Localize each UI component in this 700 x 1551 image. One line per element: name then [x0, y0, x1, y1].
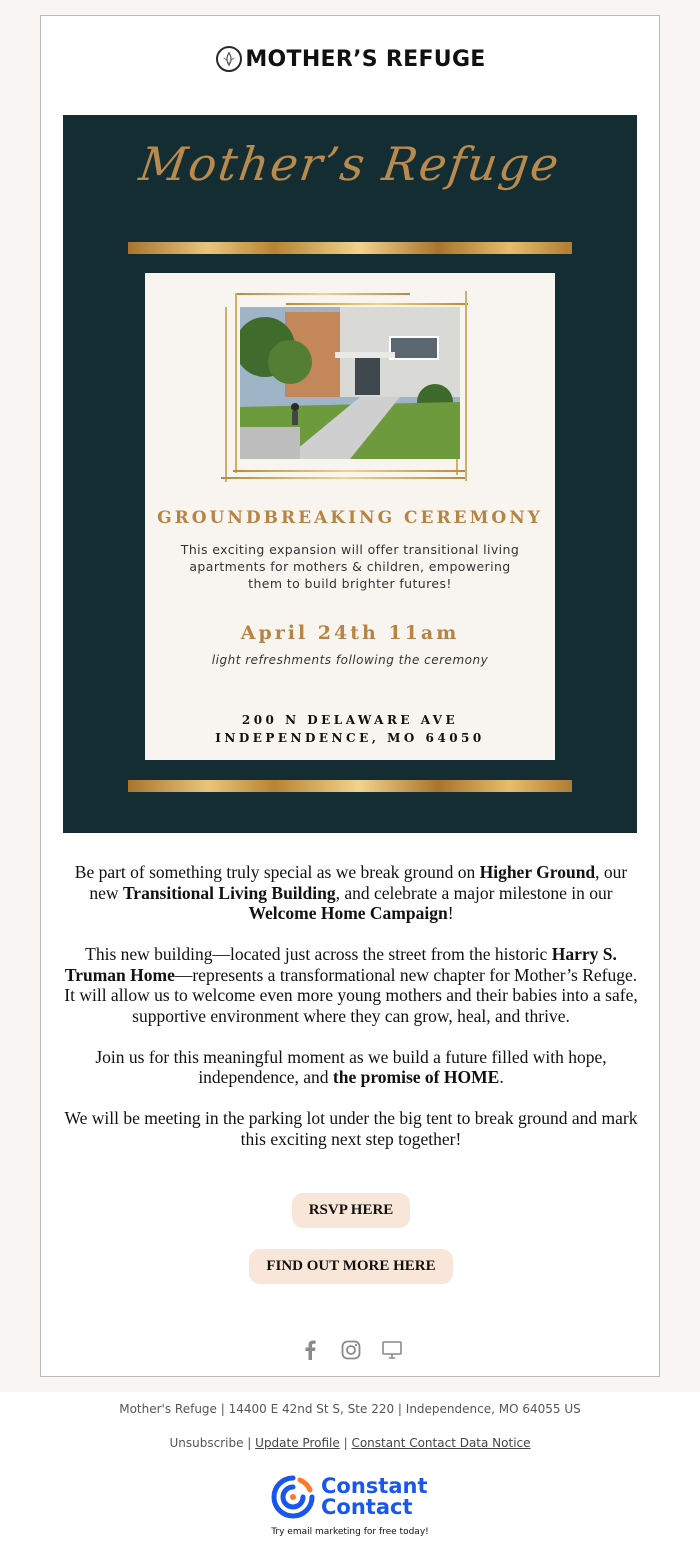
- event-date: April 24th 11am: [240, 622, 460, 644]
- brand-logo[interactable]: [41, 46, 661, 72]
- text-run: —represents a transformational new chapter for Mother’s Refuge. It will allow us to welcome even more young mothers and their babies into a safe, supportive environment where they can grow, heal, and thrive.: [64, 964, 638, 1026]
- text-run: the promise of HOME: [332, 1067, 500, 1087]
- find-out-more-button[interactable]: FIND OUT MORE HERE: [249, 1249, 453, 1284]
- text-run: Higher Ground: [479, 862, 596, 882]
- frame-line: [233, 470, 465, 472]
- address-line-2: INDEPENDENCE, MO 64050: [215, 731, 485, 745]
- data-notice-link[interactable]: Constant Contact Data Notice: [351, 1436, 531, 1450]
- text-run: !: [447, 903, 454, 923]
- text-run: .: [499, 1067, 504, 1087]
- frame-line: [235, 293, 410, 295]
- gold-divider-top: [128, 242, 572, 254]
- instagram-icon[interactable]: [340, 1339, 362, 1361]
- building-photo-frame: [221, 285, 481, 485]
- paragraph-intro: [63, 862, 639, 924]
- hero-banner: [63, 115, 637, 833]
- event-note: light refreshments following the ceremony: [211, 653, 489, 667]
- separator: |: [247, 1436, 252, 1450]
- footer-links: [0, 1436, 700, 1450]
- text-run: Harry S. Truman Home: [64, 944, 617, 985]
- hero-script-title: Mother’s Refuge: [136, 137, 564, 191]
- text-run: This new building—located just across the street from the historic: [85, 944, 552, 964]
- paragraph-meeting: We will be meeting in the parking lot under the big tent to break ground and mark this exciting next step together!: [64, 1108, 638, 1149]
- event-title: GROUNDBREAKING CEREMONY: [157, 508, 543, 528]
- frame-line: [235, 293, 237, 473]
- constant-contact-logo[interactable]: [270, 1472, 435, 1522]
- cc-line-1: Constant: [321, 1474, 428, 1498]
- text-run: Join us for this meaningful moment as we build a future filled with hope, independence, and: [95, 1046, 607, 1087]
- body-copy: [63, 862, 639, 1170]
- frame-line: [225, 307, 227, 482]
- rsvp-button[interactable]: RSVP HERE: [292, 1193, 410, 1228]
- email-card: [40, 15, 660, 1377]
- text-run: Welcome Home Campaign: [248, 903, 448, 923]
- logo-text: MOTHER’S REFUGE: [245, 46, 486, 72]
- footer-address: Mother's Refuge | 14400 E 42nd St S, Ste 220 | Independence, MO 64055 US: [119, 1402, 581, 1416]
- separator: |: [343, 1436, 348, 1450]
- text-run: , our new: [89, 862, 628, 903]
- event-description: This exciting expansion will offer transitional living apartments for mothers & children, empowering them to build brighter futures!: [180, 542, 520, 591]
- facebook-icon[interactable]: [299, 1339, 321, 1361]
- cc-tagline[interactable]: Try email marketing for free today!: [271, 1527, 429, 1537]
- text-run: , and celebrate a major milestone in our: [335, 882, 613, 903]
- constant-contact-wordmark: [321, 1476, 428, 1518]
- event-address: [145, 711, 555, 747]
- logo-mark-icon: [216, 46, 242, 72]
- paragraph-building: [63, 944, 639, 1026]
- frame-line: [465, 291, 467, 481]
- constant-contact-icon: [270, 1474, 316, 1520]
- social-links: [41, 1339, 661, 1361]
- frame-line: [221, 477, 466, 479]
- frame-line: [286, 303, 468, 305]
- paragraph-join: [63, 1047, 639, 1088]
- update-profile-link[interactable]: Update Profile: [255, 1436, 340, 1450]
- website-icon[interactable]: [381, 1339, 403, 1361]
- building-photo: [240, 307, 460, 459]
- unsubscribe-link[interactable]: Unsubscribe: [169, 1436, 244, 1450]
- gold-divider-bottom: [128, 780, 572, 792]
- event-card: [145, 273, 555, 760]
- cc-line-2: Contact: [321, 1495, 413, 1519]
- text-run: Be part of something truly special as we break ground on: [74, 862, 480, 882]
- text-run: Transitional Living Building: [122, 882, 336, 903]
- address-line-1: 200 N DELAWARE AVE: [241, 713, 459, 727]
